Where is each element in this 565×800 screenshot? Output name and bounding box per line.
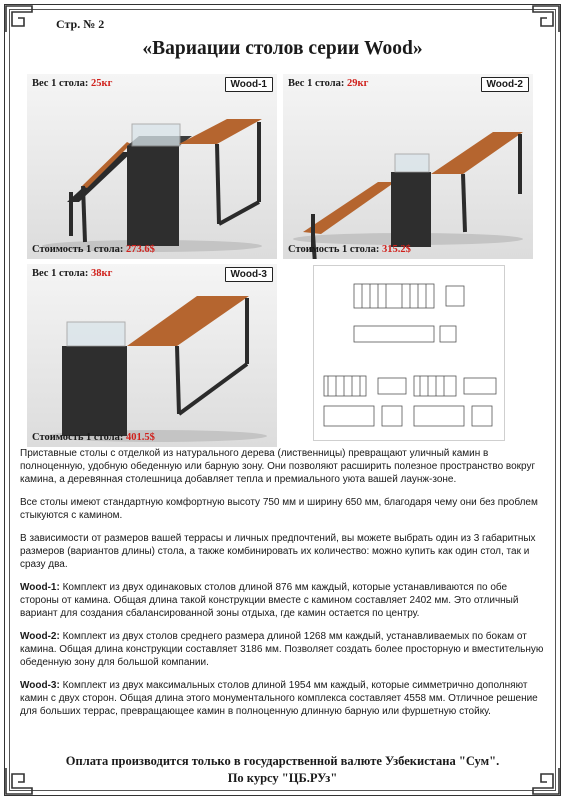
- meander-corner-icon: [531, 4, 561, 34]
- variant-name: Wood-3:: [20, 680, 60, 691]
- product-card-wood-1: [27, 74, 277, 259]
- weight-label: Вес 1 стола: 25кг: [32, 78, 113, 89]
- product-card-wood-2: [283, 74, 533, 259]
- model-badge: Wood-1: [225, 77, 273, 92]
- paragraph: В зависимости от размеров вашей террасы и личных предпочтений, вы можете выбрать один из 3 габаритных размеров (вариантов длины) стола, а также комбинировать их количество: можно купить как один стол, так и сразу два.: [20, 533, 536, 570]
- cost-label: Стоимость 1 стола: 273.6$: [32, 244, 155, 255]
- cost-value: 273.6$: [125, 244, 155, 255]
- page-number: Стр. № 2: [56, 17, 105, 31]
- weight-value: 38кг: [91, 268, 113, 279]
- variant-name: Wood-2:: [20, 631, 60, 642]
- variant-description: Wood-1: Комплект из двух одинаковых столов длиной 876 мм каждый, которые устанавливаются по обе стороны от камина. Общая длина такой конструкции вместе с камином составляет 2402 мм. Это отличный вариант для создания сбалансированной зоны отдыха, где камин остается по центру.: [20, 582, 519, 619]
- payment-note: [0, 753, 565, 787]
- weight-value: 25кг: [91, 78, 113, 89]
- variant-description: Wood-2: Комплект из двух столов среднего размера длиной 1268 мм каждый, устанавливаемых по бокам от камина. Общая длина конструкции составляет 3186 мм. Позволяет создать более просторную и вместительную обеденную зону для большой компании.: [20, 631, 544, 668]
- technical-drawing-image: [314, 266, 506, 442]
- page-title: «Вариации столов серии Wood»: [142, 38, 423, 59]
- weight-label: Вес 1 стола: 38кг: [32, 268, 113, 279]
- table-render-image: [283, 74, 533, 259]
- model-badge: Wood-2: [481, 77, 529, 92]
- paragraph: Приставные столы с отделкой из натурального дерева (лиственницы) превращают уличный камин в полноценную, удобную обеденную или барную зону. Они позволяют расширить полезное пространство вокруг камина, а деревянная столешница добавляет тепла и премиального уюта вашей лаунж-зоне.: [20, 448, 536, 485]
- cost-label: Стоимость 1 стола: 401.5$: [32, 432, 155, 443]
- cost-value: 315.2$: [381, 244, 411, 255]
- technical-drawing: [313, 265, 505, 441]
- cost-label: Стоимость 1 стола: 315.2$: [288, 244, 411, 255]
- paragraph: Все столы имеют стандартную комфортную высоту 750 мм и ширину 650 мм, благодаря чему они без проблем стыкуются с камином.: [20, 497, 538, 521]
- product-card-wood-3: [27, 264, 277, 447]
- variant-name: Wood-1:: [20, 582, 60, 593]
- table-render-image: [27, 74, 277, 259]
- model-badge: Wood-3: [225, 267, 273, 282]
- weight-label: Вес 1 стола: 29кг: [288, 78, 369, 89]
- cost-value: 401.5$: [125, 432, 155, 443]
- payment-note-line: По курсу "ЦБ.РУз": [227, 771, 338, 785]
- payment-note-line: Оплата производится только в государственной валюте Узбекистана "Сум".: [65, 754, 500, 768]
- table-render-image: [27, 264, 277, 447]
- weight-value: 29кг: [347, 78, 369, 89]
- meander-corner-icon: [4, 4, 34, 34]
- description-block: [20, 447, 545, 728]
- variant-description: Wood-3: Комплект из двух максимальных столов длиной 1954 мм каждый, которые симметрично дополняют камин с двух сторон. Общая длина этого монументального комплекса составляет 4558 мм. Отличное решение для больших террас, превращающее камин в полноценную длинную барную или фуршетную стойку.: [20, 680, 538, 717]
